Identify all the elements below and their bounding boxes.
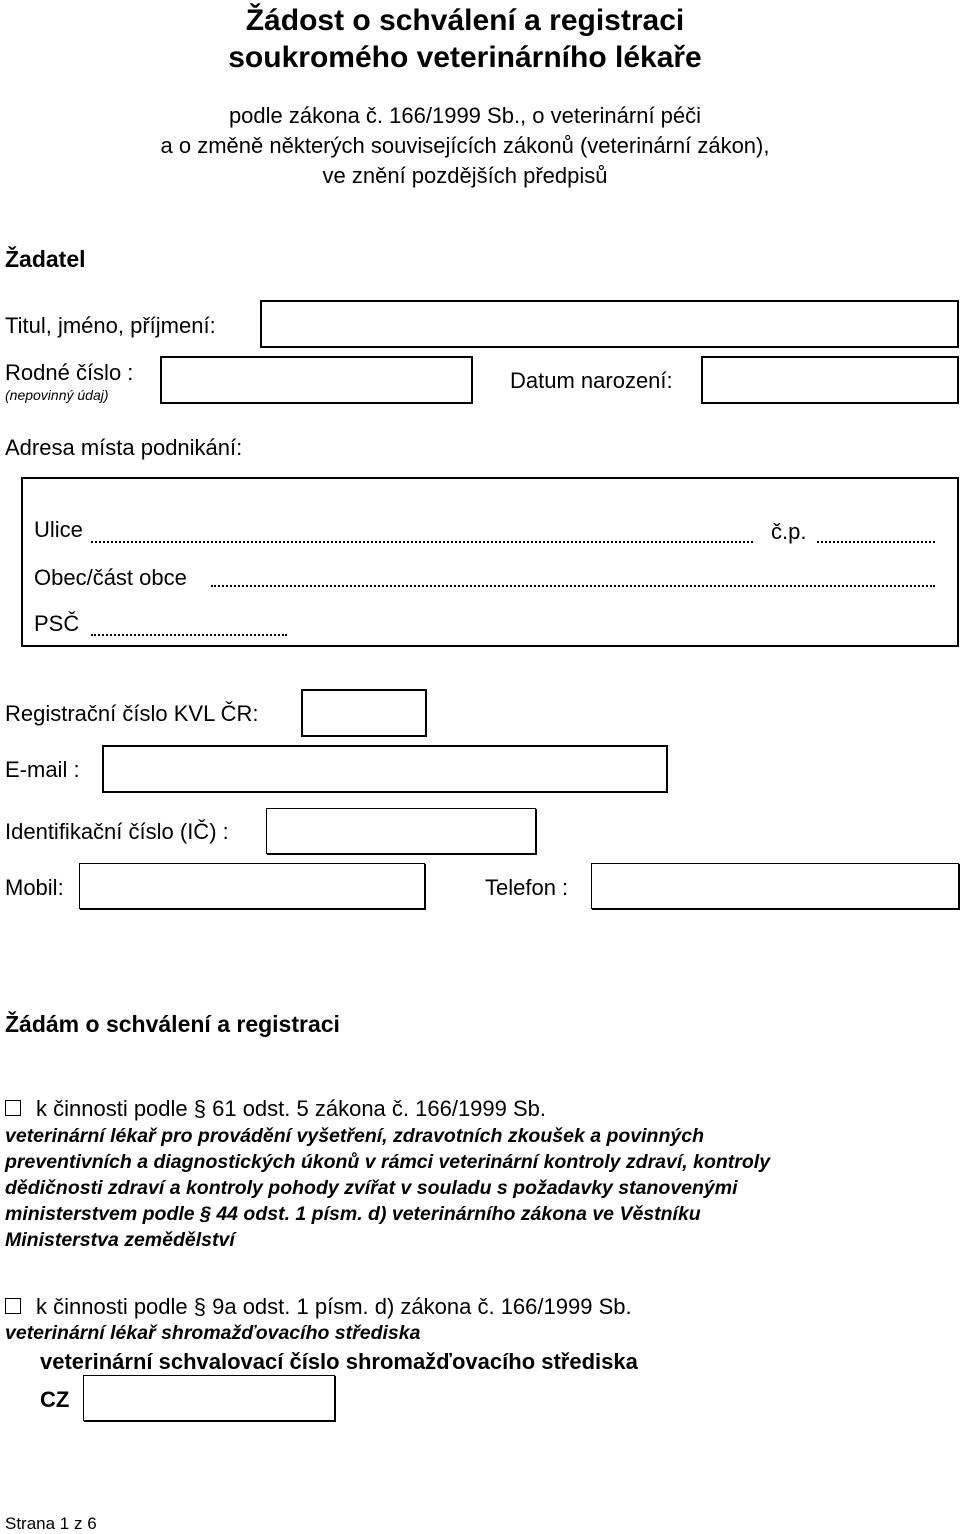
birth-number-label: Rodné číslo :	[5, 360, 134, 385]
applicant-heading: Žadatel	[5, 246, 86, 272]
law-reference-line2: a o změně některých souvisejících zákonů (veterinární zákon),	[160, 133, 770, 158]
kvl-field[interactable]	[301, 689, 427, 737]
municipality-label: Obec/část obce	[34, 565, 187, 590]
mobile-label: Mobil:	[5, 875, 64, 900]
ico-field[interactable]	[266, 808, 536, 854]
option1-description-line3: dědičnosti zdraví a kontroly pohody zvířat v souladu s požadavky stanovenými	[5, 1177, 738, 1199]
email-label: E-mail :	[5, 757, 80, 782]
option1-label: k činnosti podle § 61 odst. 5 zákona č. 166/1999 Sb.	[36, 1096, 547, 1121]
phone-field[interactable]	[591, 863, 959, 909]
option1-description-line5: Ministerstva zemědělství	[5, 1229, 235, 1251]
form-title-line2: soukromého veterinárního lékaře	[228, 41, 702, 74]
law-reference-line1: podle zákona č. 166/1999 Sb., o veterinární péči	[228, 103, 702, 128]
name-label: Titul, jméno, příjmení:	[5, 313, 216, 338]
option1-description-line2: preventivních a diagnostických úkonů v rámci veterinární kontroly zdraví, kontroly	[5, 1151, 771, 1173]
zip-line[interactable]	[91, 634, 287, 636]
street-label: Ulice	[34, 517, 83, 542]
cz-prefix: CZ	[40, 1387, 70, 1412]
zip-label: PSČ	[34, 611, 80, 636]
ico-label: Identifikační číslo (IČ) :	[5, 819, 229, 844]
municipality-line[interactable]	[211, 585, 935, 587]
email-field[interactable]	[102, 745, 668, 793]
option2-checkbox[interactable]	[5, 1298, 21, 1314]
address-label: Adresa místa podnikání:	[5, 435, 243, 460]
page-number: Strana 1 z 6	[5, 1514, 97, 1533]
kvl-label: Registrační číslo KVL ČR:	[5, 701, 259, 726]
birth-date-label: Datum narození:	[510, 368, 673, 393]
birth-date-field[interactable]	[701, 356, 959, 404]
approval-number-field[interactable]	[83, 1375, 335, 1421]
street-line[interactable]	[91, 541, 753, 543]
law-reference-line3: ve znění pozdějších předpisů	[322, 163, 608, 188]
name-field[interactable]	[260, 300, 959, 348]
mobile-field[interactable]	[79, 863, 425, 909]
option2-description: veterinární lékař shromažďovacího střediska	[5, 1322, 421, 1344]
approval-number-heading: veterinární schvalovací číslo shromažďovacího střediska	[40, 1349, 638, 1374]
option1-description-line1: veterinární lékař pro provádění vyšetření, zdravotních zkoušek a povinných	[5, 1125, 704, 1147]
house-number-label: č.p.	[771, 519, 807, 544]
request-heading: Žádám o schválení a registraci	[5, 1011, 340, 1037]
option1-checkbox[interactable]	[5, 1100, 21, 1116]
birth-number-note: (nepovinný údaj)	[5, 387, 109, 403]
address-box	[21, 477, 959, 647]
form-title-line1: Žádost o schválení a registraci	[245, 4, 685, 37]
phone-label: Telefon :	[485, 875, 569, 900]
option2-label: k činnosti podle § 9a odst. 1 písm. d) zákona č. 166/1999 Sb.	[36, 1294, 632, 1319]
house-number-line[interactable]	[817, 541, 935, 543]
option1-description-line4: ministerstvem podle § 44 odst. 1 písm. d) veterinárního zákona ve Věstníku	[5, 1203, 701, 1225]
birth-number-field[interactable]	[160, 356, 473, 404]
